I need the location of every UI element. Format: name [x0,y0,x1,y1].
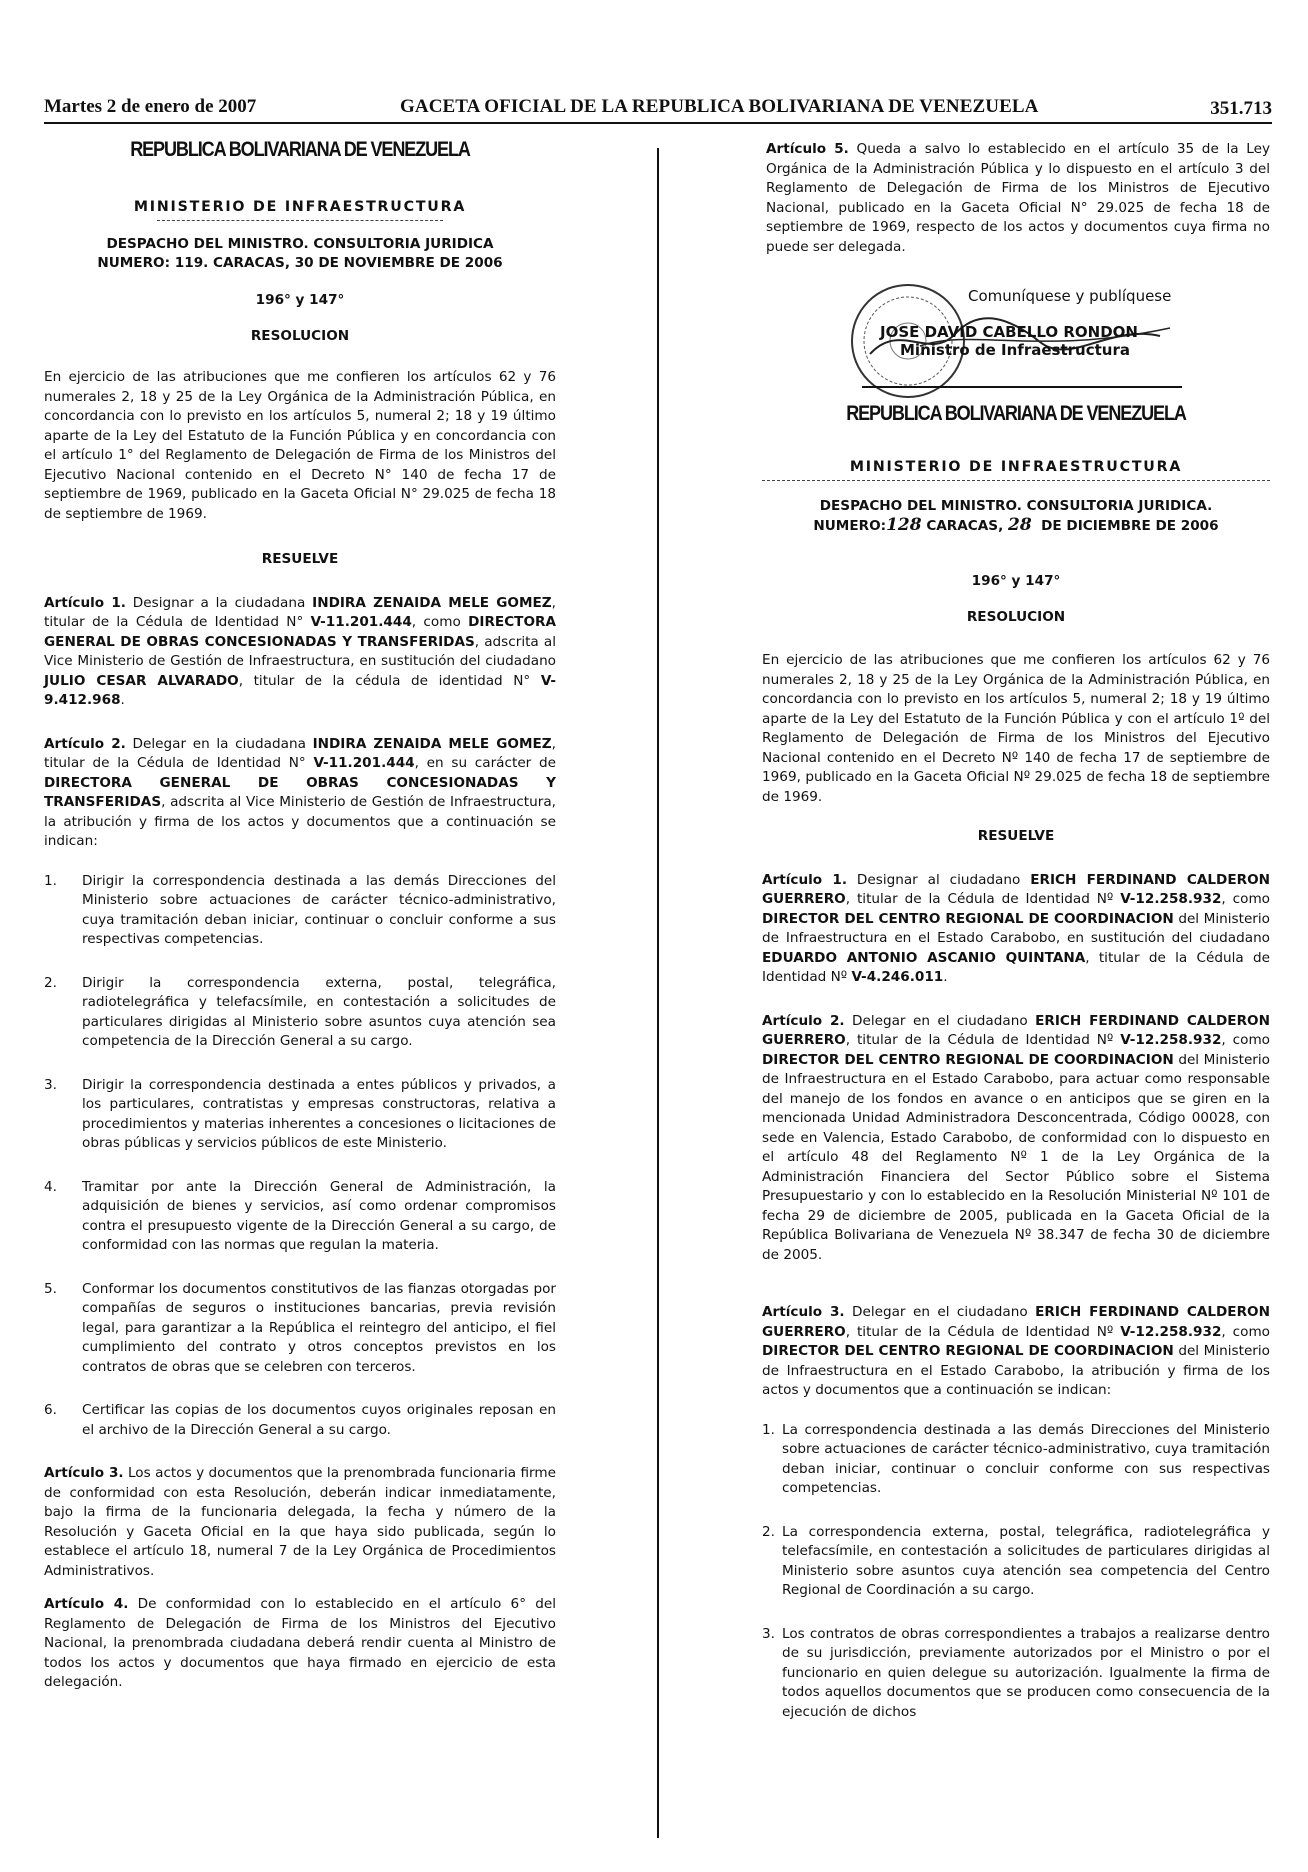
resolucion-heading: RESOLUCION [966,608,1066,625]
article-2: Artículo 2. Delegar en el ciudadano ERICH FERDINAND CALDERON GUERRERO, titular de la Cédula de Identidad Nº V-12.258.932, como DIRECTOR DEL CENTRO REGIONAL DE COORDINACION del Ministerio de Infraestructura en el Estado Carabobo, para actuar como responsable del manejo de los fondos en avance o en anticipos que se giren en la mencionada Unidad Administradora Desconcentrada, Código 00028, con sede en Valencia, Estado Carabobo, de conformidad con lo dispuesto en el artículo 48 del Reglamento Nº 1 de la Ley Orgánica de la Administración Financiera del Sector Público sobre el Sistema Presupuestario y con lo establecido en la Resolución Ministerial Nº 101 de fecha 29 de diciembre de 2005, publicada en la Gaceta Oficial de la República Bolivariana de Venezuela Nº 38.347 de fecha 30 de diciembre de 2005. [762,1012,1270,1263]
resuelve-heading: RESUELVE [977,828,1055,844]
handwritten-day: 28 [1007,515,1032,535]
list-item: 4. Tramitar por ante la Dirección General de Administración, la adquisición de bienes y servicios, así como ordenar compromisos contra el presupuesto vigente de la Dirección General a su cargo, de conformidad con las normas que regulan la materia. [44,1178,556,1253]
article-5: Artículo 5. Queda a salvo lo establecido en el artículo 35 de la Ley Orgánica de la Administración Pública y lo dispuesto en el artículo 3 del Reglamento de Delegación de Firma de los Ministros de Ejecutivo Nacional, publicado en la Gaceta Oficial N° 29.025 de fecha 18 de septiembre de 1969, respecto de los actos y documentos cuya firma no puede ser delegada. [766,141,1270,255]
list-item: 2. Dirigir la correspondencia externa, postal, telegráfica, radiotelegráfica y telefacsímile, en contestación a solicitudes de particulares dirigidas al Ministerio sobre asuntos cuya atención sea competencia de la Dirección General a su cargo. [44,974,556,1049]
ministry-heading: MINISTERIO DE INFRAESTRUCTURA [133,198,467,215]
signature-rule [862,386,1182,388]
delegation-list [762,1421,1270,1723]
delegation-list [44,872,556,1441]
list-item: 3. Los contratos de obras correspondientes a trabajos a realizarse dentro de su jurisdicción, previamente autorizados por el Ministro o por el funcionario en quien delegue su autorización. Igualmente la firma de todos aquellos documentos que se producen como consecuencia de la ejecución de dichos [762,1625,1270,1720]
ministry-heading: MINISTERIO DE INFRAESTRUCTURA [849,458,1183,475]
resuelve-heading: RESUELVE [261,551,339,567]
despacho-line-1: DESPACHO DEL MINISTRO. CONSULTORIA JURIDICA. [819,498,1213,514]
republic-heading: REPUBLICA BOLIVARIANA DE VENEZUELA [846,402,1186,425]
article-1: Artículo 1. Designar al ciudadano ERICH FERDINAND CALDERON GUERRERO, titular de la Cédula de Identidad Nº V-12.258.932, como DIRECTOR DEL CENTRO REGIONAL DE COORDINACION del Ministerio de Infraestructura en el Estado Carabobo, en sustitución del ciudadano EDUARDO ANTONIO ASCANIO QUINTANA, titular de la Cédula de Identidad Nº V-4.246.011. [762,871,1270,985]
preamble: En ejercicio de las atribuciones que me confieren los artículos 62 y 76 numerales 2, 18 y 25 de la Ley Orgánica de la Administración Pública, en concordancia con lo previsto en los artículos 5, numeral 2; 18 y 19 último aparte de la Ley del Estatuto de la Función Pública y en concordancia con el artículo 1° del Reglamento de Delegación de Firma de los Ministros del Ejecutivo Nacional contenido en el Decreto N° 140 de fecha 17 de septiembre de 1969, publicado en la Gaceta Oficial N° 29.025 de fecha 18 de septiembre de 1969. [44,369,556,522]
header-page-number: 351.713 [1210,98,1272,119]
dashed-rule [762,480,1270,481]
header-title: GACETA OFICIAL DE LA REPUBLICA BOLIVARIANA DE VENEZUELA [400,96,1039,117]
page-header [44,96,1272,128]
preamble: En ejercicio de las atribuciones que me confieren los artículos 62 y 76 numerales 2, 18 y 25 de la Ley Orgánica de la Administración Pública, en concordancia con lo previsto en los artículos 5, numeral 2; 18 y 19 último aparte de la Ley del Estatuto de la Función Pública y con el artículo 1º del Reglamento de Delegación de Firma de los Ministros del Ejecutivo Nacional contenido en el Decreto Nº 140 de fecha 17 de septiembre de 1969, publicado en la Gaceta Oficial Nº 29.025 de fecha 18 de septiembre de 1969. [762,652,1270,805]
minister-title: Ministro de Infraestructura [900,341,1130,359]
despacho-line-1: DESPACHO DEL MINISTRO. CONSULTORIA JURIDICA [106,236,494,252]
handwritten-number: 128 [886,515,922,535]
despacho-heading [762,497,1270,536]
years-line: 196° y 147° [255,292,345,308]
comuniquese-text: Comuníquese y publíquese [968,287,1172,305]
header-rule [44,122,1272,124]
article-2: Artículo 2. Delegar en la ciudadana INDIRA ZENAIDA MELE GOMEZ, titular de la Cédula de Identidad N° V-11.201.444, en su carácter de DIRECTORA GENERAL DE OBRAS CONCESIONADAS Y TRANSFERIDAS, adscrita al Vice Ministerio de Gestión de Infraestructura, la atribución y firma de los actos y documentos que a continuación se indican: [44,735,556,849]
signature-block [880,287,1180,359]
article-1: Artículo 1. Designar a la ciudadana INDIRA ZENAIDA MELE GOMEZ, titular de la Cédula de Identidad N° V-11.201.444, como DIRECTORA GENERAL DE OBRAS CONCESIONADAS Y TRANSFERIDAS, adscrita al Vice Ministerio de Gestión de Infraestructura, en sustitución del ciudadano JULIO CESAR ALVARADO, titular de la cédula de identidad N° V-9.412.968. [44,594,556,708]
minister-name: JOSE DAVID CABELLO RONDON [880,323,1138,341]
list-item: 6. Certificar las copias de los documentos cuyos originales reposan en el archivo de la Dirección General a su cargo. [44,1402,556,1438]
article-4: Artículo 4. De conformidad con lo establecido en el artículo 6° del Reglamento de Delegación de Firma de los Ministros del Ejecutivo Nacional, la prenombrada ciudadana deberá rendir cuenta al Ministro de todos los actos y documentos que haya firmado en ejercicio de esta delegación. [44,1596,556,1690]
dashed-rule [157,220,444,221]
list-item: 1. Dirigir la correspondencia destinada a las demás Direcciones del Ministerio sobre actuaciones de carácter técnico-administrativo, cuya tramitación deban iniciar, continuar o concluir conforme a sus respectivas competencias. [44,872,556,947]
despacho-heading [44,235,556,273]
column-divider [657,148,659,1838]
article-3: Artículo 3. Delegar en el ciudadano ERICH FERDINAND CALDERON GUERRERO, titular de la Cédula de Identidad Nº V-12.258.932, como DIRECTOR DEL CENTRO REGIONAL DE COORDINACION del Ministerio de Infraestructura en el Estado Carabobo, la atribución y firma de los actos y documentos que a continuación se indican: [762,1304,1270,1398]
despacho-line-2: NUMERO: 119. CARACAS, 30 DE NOVIEMBRE DE 2006 [97,255,503,271]
list-item: 1. La correspondencia destinada a las demás Direcciones del Ministerio sobre actuaciones de carácter técnico-administrativo, cuya tramitación deban iniciar, continuar o concluir conforme con sus respectivas competencias. [762,1421,1270,1496]
right-column [766,140,1270,257]
resolucion-heading: RESOLUCION [250,327,350,344]
article-3: Artículo 3. Los actos y documentos que la prenombrada funcionaria firme de conformidad con esta Resolución, deberán indicar inmediatamente, bajo la firma de la funcionaria delegada, la fecha y número de la Resolución y Gaceta Oficial en la que haya sido publicada, según lo establece el artículo 18, numeral 7 de la Ley Orgánica de Procedimientos Administrativos. [44,1465,556,1579]
right-column-lower [762,404,1270,1746]
despacho-line-2: NUMERO:128 CARACAS, 28 DE DICIEMBRE DE 2006 [813,515,1219,535]
list-item: 5. Conformar los documentos constitutivos de las fianzas otorgadas por compañías de seguros o instituciones bancarias, previa revisión legal, para garantizar a la República el reintegro del anticipo, el fiel cumplimiento del contrato y otros conceptos previstos en los contratos de obras que se celebren con terceros. [44,1280,556,1375]
list-item: 3. Dirigir la correspondencia destinada a entes públicos y privados, a los particulares, contratistas y empresas constructoras, relativa a procedimientos y materias inherentes a concesiones o licitaciones de obras públicas y servicios públicos de este Ministerio. [44,1076,556,1151]
years-line: 196° y 147° [971,573,1061,589]
list-item: 2. La correspondencia externa, postal, telegráfica, radiotelegráfica y telefacsímile, en contestación a solicitudes de particulares dirigidas al Ministerio sobre asuntos cuya atención sea competencia del Centro Regional de Coordinación a su cargo. [762,1523,1270,1598]
left-column [44,140,556,1693]
republic-heading: REPUBLICA BOLIVARIANA DE VENEZUELA [130,138,470,161]
header-date: Martes 2 de enero de 2007 [44,96,257,117]
